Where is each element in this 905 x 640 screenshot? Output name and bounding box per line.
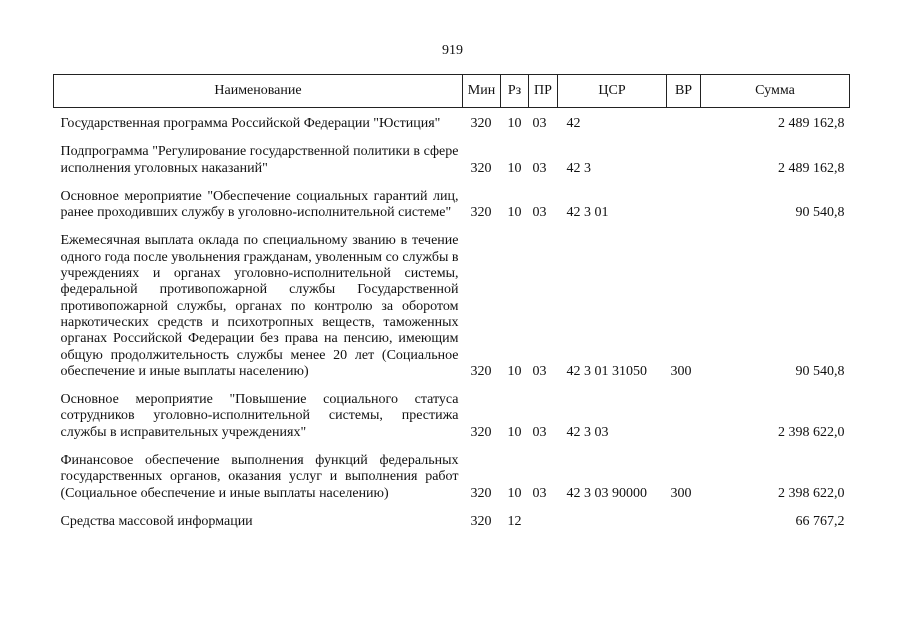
- table-body: [54, 108, 850, 531]
- header-csr: ЦСР: [558, 75, 667, 108]
- row-sum: 2 489 162,8: [778, 116, 845, 131]
- row-pr: 03: [532, 160, 547, 176]
- row-vr: 300: [670, 363, 692, 379]
- row-rz: 10: [507, 424, 522, 440]
- row-rz: 10: [507, 205, 522, 221]
- row-name: Средства массовой информации: [60, 513, 253, 529]
- row-rz: 10: [507, 485, 522, 501]
- table-row: [54, 502, 850, 530]
- row-csr: 42 3 03: [566, 424, 609, 440]
- row-vr: [667, 502, 701, 530]
- row-pr: 03: [532, 424, 547, 440]
- row-pr: [529, 502, 558, 530]
- row-name: Основное мероприятие "Повышение социального статуса сотрудников уголовно-исполнительной системы, престижа службы в исправительных учреждениях": [60, 392, 459, 440]
- row-pr: 03: [532, 363, 547, 379]
- row-min: 320: [470, 116, 492, 131]
- row-csr: [558, 502, 667, 530]
- row-sum: 2 398 622,0: [778, 424, 845, 440]
- row-sum: 90 540,8: [795, 363, 845, 379]
- row-vr: [667, 132, 701, 177]
- header-sum: Сумма: [701, 75, 850, 108]
- table-row: [54, 108, 850, 133]
- row-sum: 90 540,8: [795, 205, 845, 221]
- row-name: Финансовое обеспечение выполнения функций федеральных государственных органов, оказания услуг и выполнения работ (Социальное обеспечение и иные выплаты населению): [60, 453, 459, 501]
- row-csr: 42 3 03 90000: [566, 485, 647, 501]
- table-row: [54, 221, 850, 380]
- row-pr: 03: [532, 485, 547, 501]
- row-vr: [667, 380, 701, 441]
- table-header: [54, 75, 850, 108]
- budget-table: [53, 74, 850, 530]
- row-sum: 2 489 162,8: [778, 160, 845, 176]
- table-row: [54, 177, 850, 222]
- row-min: 320: [470, 513, 492, 529]
- row-rz: 10: [507, 116, 522, 131]
- row-min: 320: [470, 160, 492, 176]
- row-name: Государственная программа Российской Федерации "Юстиция": [60, 116, 441, 131]
- row-csr: 42: [566, 116, 581, 131]
- row-csr: 42 3: [566, 160, 591, 176]
- header-min: Мин: [463, 75, 501, 108]
- header-row: [54, 75, 850, 108]
- row-rz: 10: [507, 160, 522, 176]
- row-vr: 300: [670, 485, 692, 501]
- header-rz: Рз: [501, 75, 529, 108]
- row-pr: 03: [532, 116, 547, 131]
- row-min: 320: [470, 363, 492, 379]
- row-pr: 03: [532, 205, 547, 221]
- table-row: [54, 441, 850, 502]
- row-min: 320: [470, 485, 492, 501]
- row-min: 320: [470, 205, 492, 221]
- table-row: [54, 380, 850, 441]
- row-rz: 12: [507, 513, 522, 529]
- row-rz: 10: [507, 363, 522, 379]
- row-csr: 42 3 01 31050: [566, 363, 647, 379]
- header-vr: ВР: [667, 75, 701, 108]
- row-sum: 2 398 622,0: [778, 485, 845, 501]
- row-vr: [667, 177, 701, 222]
- row-sum: 66 767,2: [795, 513, 845, 529]
- header-pr: ПР: [529, 75, 558, 108]
- header-name: Наименование: [54, 75, 463, 108]
- row-min: 320: [470, 424, 492, 440]
- row-name: Подпрограмма "Регулирование государственной политики в сфере исполнения уголовных наказаний": [60, 144, 459, 176]
- row-name: Ежемесячная выплата оклада по специальному званию в течение одного года после увольнения гражданам, уволенным со службы в учреждениях и органах уголовно-исполнительной системы, федеральной противопожарной службы Государственной противопожарной службы, органах по контролю за оборотом наркотических средств и психотропных веществ, таможенных органах Российской Федерации без права на пенсию, имеющим общую продолжительность службы менее 20 лет (Социальное обеспечение и иные выплаты населению): [60, 233, 459, 379]
- page-number: 919: [442, 43, 463, 58]
- row-csr: 42 3 01: [566, 205, 609, 221]
- table-row: [54, 132, 850, 177]
- row-vr: [667, 108, 701, 133]
- row-name: Основное мероприятие "Обеспечение социальных гарантий лиц, ранее проходивших службу в уголовно-исполнительной системе": [60, 188, 459, 221]
